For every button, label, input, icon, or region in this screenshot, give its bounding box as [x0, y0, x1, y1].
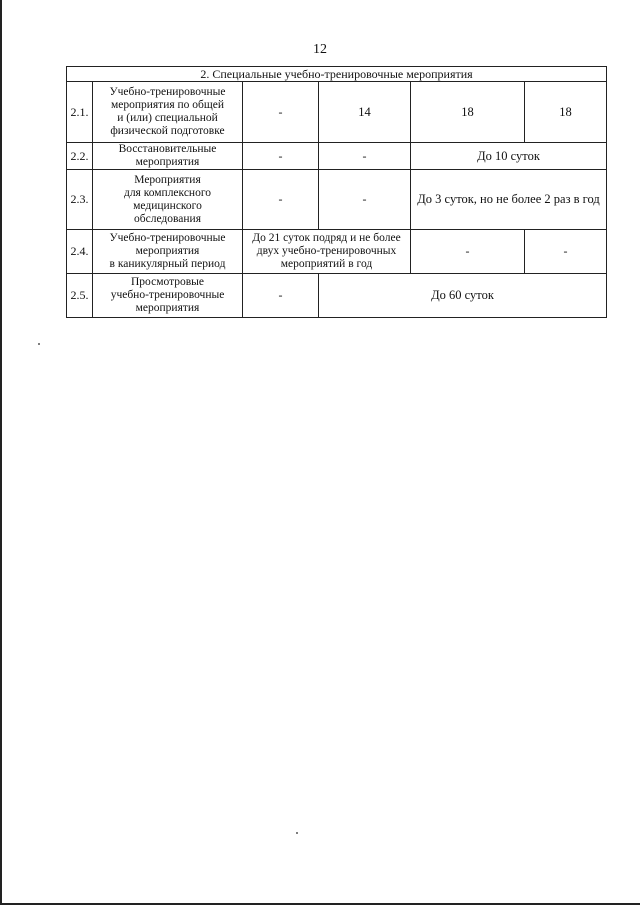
cell-line: двух учебно-тренировочных	[256, 245, 397, 257]
row-number: 2.3.	[67, 170, 93, 230]
event-name-line: для комплексного	[123, 186, 212, 199]
cell-value: 18	[525, 82, 607, 143]
cell-value: 18	[411, 82, 525, 143]
cell-value: -	[243, 274, 319, 318]
cell-value: -	[243, 170, 319, 230]
row-number: 2.5.	[67, 274, 93, 318]
cell-value	[243, 230, 411, 274]
scan-speck	[296, 832, 298, 834]
event-name	[93, 170, 243, 230]
scan-left-edge	[0, 0, 2, 905]
event-name-line: мероприятия	[135, 245, 200, 257]
event-name	[93, 82, 243, 143]
cell-value: -	[319, 143, 411, 170]
event-name-line: медицинского	[133, 199, 202, 212]
training-events-table	[66, 66, 607, 318]
cell-value: -	[243, 82, 319, 143]
cell-value: До 3 суток, но не более 2 раз в год	[411, 170, 607, 230]
event-name	[93, 143, 243, 170]
section-header-row	[67, 67, 607, 82]
cell-value: -	[525, 230, 607, 274]
table-row	[67, 82, 607, 143]
table-row	[67, 274, 607, 318]
table-row	[67, 143, 607, 170]
event-name-line: мероприятия по общей	[110, 99, 225, 111]
event-name-line: физической подготовке	[110, 125, 225, 137]
event-name-line: в каникулярный период	[109, 258, 226, 270]
table-row	[67, 170, 607, 230]
cell-line: До 21 суток подряд и не более	[252, 232, 401, 244]
cell-line: мероприятий в год	[280, 258, 373, 270]
scan-speck	[38, 343, 40, 345]
row-number: 2.1.	[67, 82, 93, 143]
event-name-line: Учебно-тренировочные	[109, 86, 226, 98]
row-number: 2.4.	[67, 230, 93, 274]
table-row	[67, 230, 607, 274]
page-number: 12	[313, 42, 327, 57]
event-name-line: обследования	[134, 212, 201, 225]
cell-value: -	[243, 143, 319, 170]
event-name	[93, 230, 243, 274]
event-name-line: учебно-тренировочные	[110, 289, 225, 301]
cell-value: -	[319, 170, 411, 230]
event-name-line: мероприятия	[135, 302, 200, 314]
event-name-line: Восстановительные	[118, 143, 217, 155]
cell-value: До 60 суток	[319, 274, 607, 318]
event-name-line: Просмотровые	[131, 276, 204, 288]
cell-value: 14	[319, 82, 411, 143]
event-name-line: и (или) специальной	[117, 112, 218, 124]
cell-value: -	[411, 230, 525, 274]
event-name	[93, 274, 243, 318]
event-name-line: Учебно-тренировочные	[109, 232, 226, 244]
event-name-line: мероприятия	[135, 156, 200, 168]
cell-value: До 10 суток	[411, 143, 607, 170]
section-title: 2. Специальные учебно-тренировочные мероприятия	[67, 67, 607, 82]
event-name-line: Мероприятия	[134, 173, 201, 186]
row-number: 2.2.	[67, 143, 93, 170]
